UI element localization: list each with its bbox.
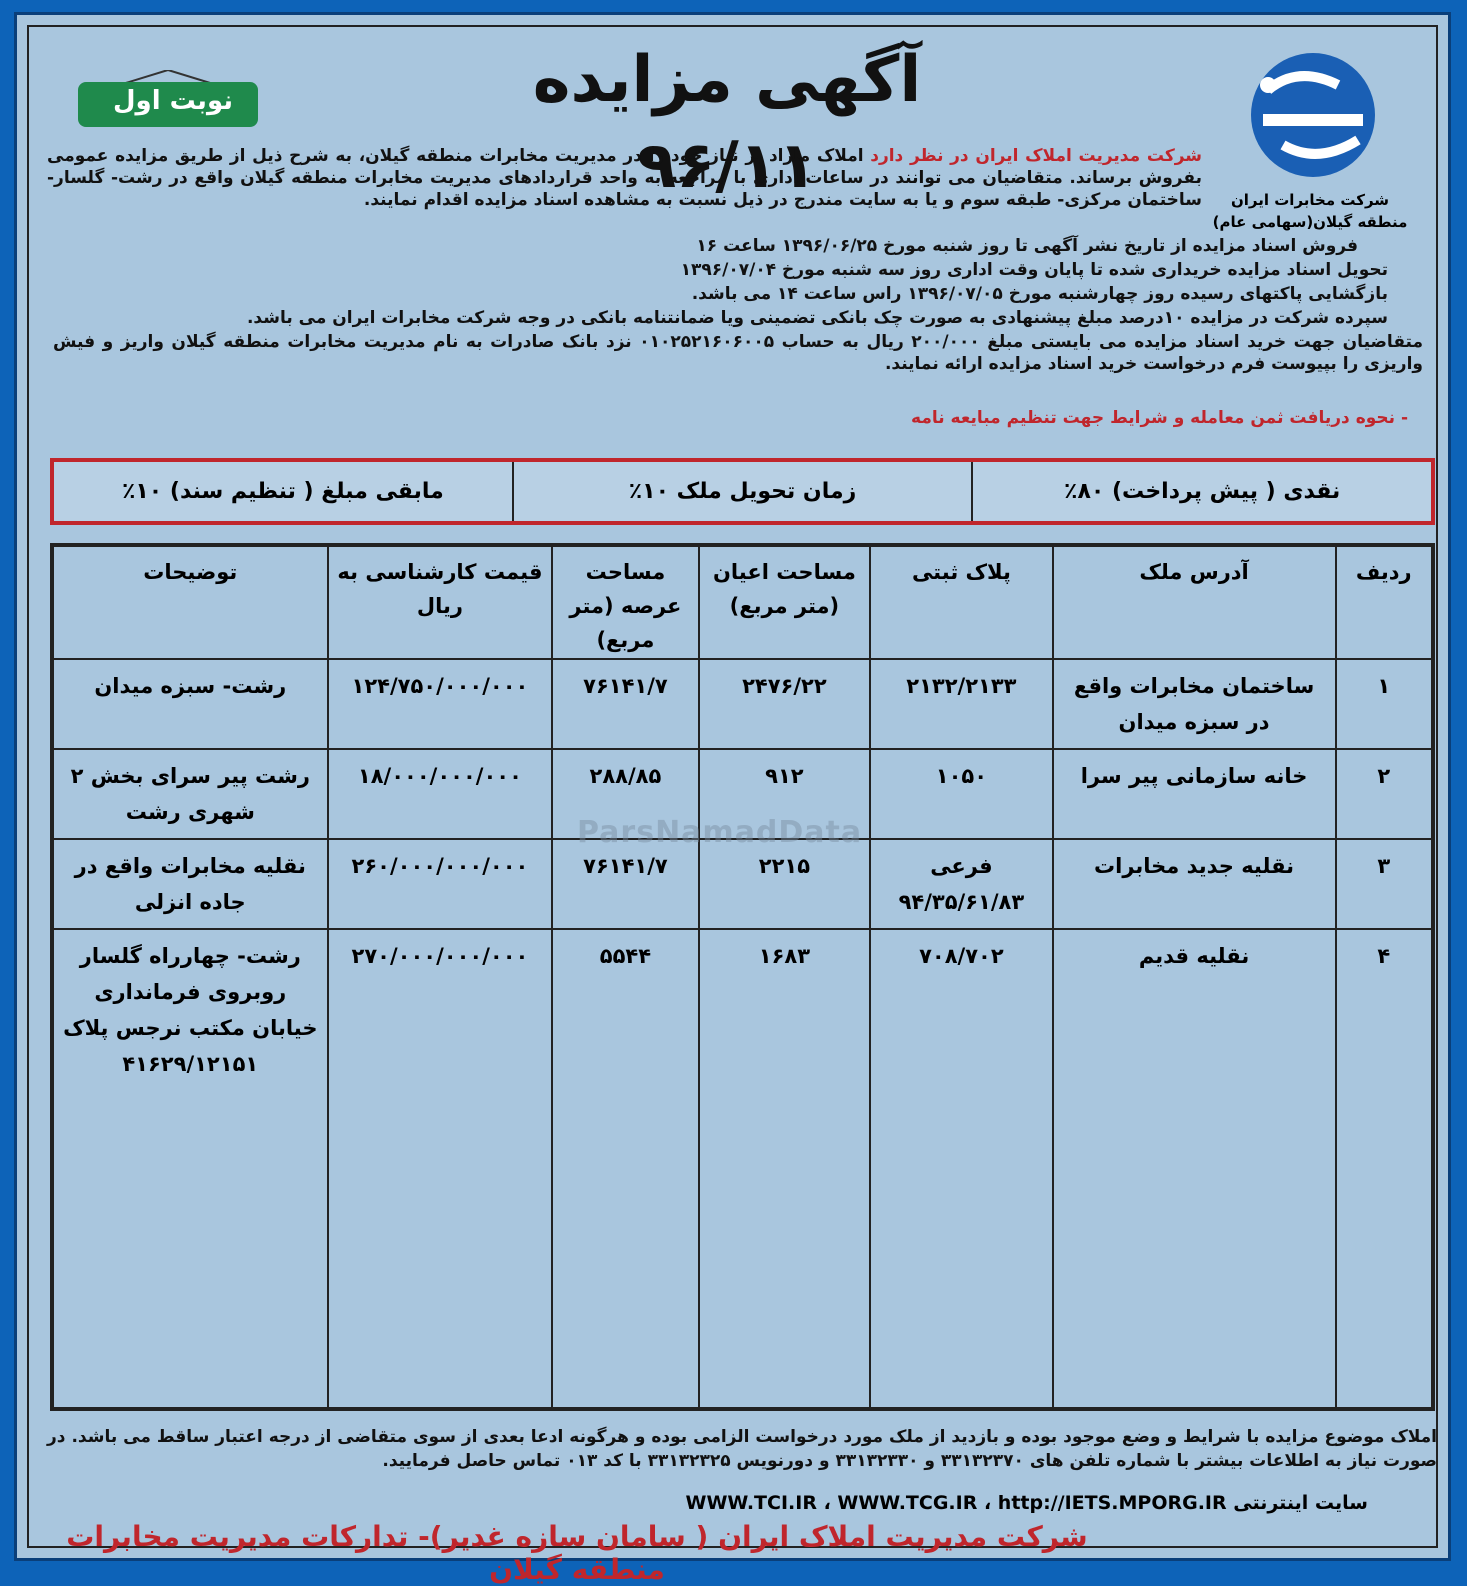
- cell-plaque: فرعی ۹۴/۳۵/۶۱/۸۳: [870, 839, 1052, 929]
- watermark: ParsNamadData: [577, 815, 863, 850]
- payment-terms-heading: - نحوه دریافت ثمن معامله و شرایط جهت تنظیم مبایعه نامه: [911, 408, 1408, 428]
- cell-description: رشت- سبزه میدان: [53, 659, 328, 749]
- intro-red-text: شرکت مدیریت املاک ایران در نظر دارد: [870, 146, 1202, 166]
- col-plaque: پلاک ثبتی: [870, 546, 1052, 659]
- cell-address: ساختمان مخابرات واقع در سبزه میدان: [1053, 659, 1336, 749]
- opening-line: بازگشایی پاکتهای رسیده روز چهارشنبه مورخ ۱۳۹۶/۰۷/۰۵ راس ساعت ۱۴ می باشد.: [691, 284, 1388, 304]
- logo-caption-line1: شرکت مخابرات ایران: [1230, 191, 1390, 209]
- terms-cash: نقدی ( پیش پرداخت) ۸۰٪: [971, 462, 1431, 521]
- payment-terms-box: [50, 458, 1435, 525]
- col-description: توضیحات: [53, 546, 328, 659]
- intro-paragraph: [47, 145, 1202, 211]
- table-header-row: [53, 546, 1432, 659]
- cell-address: نقلیه جدید مخابرات: [1053, 839, 1336, 929]
- terms-delivery: زمان تحویل ملک ۱۰٪: [512, 462, 972, 521]
- ad-frame: [14, 12, 1451, 1586]
- col-price: قیمت کارشناسی به ریال: [328, 546, 553, 659]
- cell-description: رشت- چهارراه گلسار روبروی فرمانداری خیابان مکتب نرجس پلاک ۴۱۶۲۹/۱۲۱۵۱: [53, 929, 328, 1408]
- cell-description: رشت پیر سرای بخش ۲ شهری رشت: [53, 749, 328, 839]
- cell-building-area: ۲۲۱۵: [699, 839, 871, 929]
- cell-row-number: ۲: [1336, 749, 1432, 839]
- round-tag: نوبت اول: [112, 86, 234, 116]
- payment-line: متقاضیان جهت خرید اسناد مزایده می بایستی مبلغ ۲۰۰/۰۰۰ ریال به حساب ۰۱۰۲۵۲۱۶۰۶۰۰۵ نزد بانک صادرات به نام مدیریت مخابرات منطقه گیلان واریز و فیش واریزی را بپیوست فرم درخواست خرید اسناد مزایده ارائه نمایند.: [53, 332, 1424, 374]
- cell-price: ۱۲۴/۷۵۰/۰۰۰/۰۰۰: [328, 659, 553, 749]
- cell-price: ۲۷۰/۰۰۰/۰۰۰/۰۰۰: [328, 929, 553, 1408]
- col-land-area: مساحت عرصه (متر مربع): [552, 546, 698, 659]
- col-building-area: مساحت اعیان (متر مربع): [699, 546, 871, 659]
- footer-organization: شرکت مدیریت املاک ایران ( سامان سازه غدیر)- تدارکات مدیریت مخابرات منطقه گیلان: [66, 1520, 1088, 1586]
- terms-remaining: مابقی مبلغ ( تنظیم سند) ۱۰٪: [121, 479, 444, 504]
- cell-address: نقلیه قدیم: [1053, 929, 1336, 1408]
- cell-land-area: ۷۶۱۴۱/۷: [552, 659, 698, 749]
- table-row: [53, 929, 1432, 1408]
- col-row-number: ردیف: [1336, 546, 1432, 659]
- sale-line: فروش اسناد مزایده از تاریخ نشر آگهی تا روز شنبه مورخ ۱۳۹۶/۰۶/۲۵ ساعت ۱۶: [696, 236, 1358, 256]
- deposit-line: سپرده شرکت در مزایده ۱۰درصد مبلغ پیشنهادی به صورت چک بانکی تضمینی ویا ضمانتنامه بانکی در وجه شرکت مخابرات ایران می باشد.: [246, 308, 1388, 328]
- cell-building-area: ۹۱۲: [699, 749, 871, 839]
- footer-paragraph: املاک موضوع مزایده با شرایط و وضع موجود بوده و بازدید از ملک مورد درخواست الزامی بوده و هرگونه ادعا بعدی از سوی متقاضی از درجه اعتبار ساقط می باشد. در صورت نیاز به اطلاعات بیشتر با شماره تلفن های ۳۳۱۳۲۳۷۰ و ۳۳۱۳۲۳۳۰ و دورنویس ۳۳۱۳۲۳۲۵ با کد ۰۱۳ تماس حاصل فرمایید.: [47, 1427, 1437, 1471]
- col-address: آدرس ملک: [1053, 546, 1336, 659]
- table-row: [53, 839, 1432, 929]
- cell-plaque: ۷۰۸/۷۰۲: [870, 929, 1052, 1408]
- cell-row-number: ۱: [1336, 659, 1432, 749]
- cell-price: ۱۸/۰۰۰/۰۰۰/۰۰۰: [328, 749, 553, 839]
- ad-title: آگهی مزایده ۹۶/۱۱: [532, 43, 922, 203]
- table-row: [53, 659, 1432, 749]
- property-table: [50, 543, 1435, 1411]
- cell-building-area: ۲۴۷۶/۲۲: [699, 659, 871, 749]
- cell-description: نقلیه مخابرات واقع در جاده انزلی: [53, 839, 328, 929]
- cell-plaque: ۱۰۵۰: [870, 749, 1052, 839]
- logo-caption-line2: منطقه گیلان(سهامی عام): [1212, 213, 1408, 231]
- cell-building-area: ۱۶۸۳: [699, 929, 871, 1408]
- cell-row-number: ۴: [1336, 929, 1432, 1408]
- logo-caption: [1210, 189, 1410, 233]
- cell-land-area: ۷۶۱۴۱/۷: [552, 839, 698, 929]
- cell-address: خانه سازمانی پیر سرا: [1053, 749, 1336, 839]
- tci-logo-icon: [1238, 45, 1388, 185]
- cell-plaque: ۲۱۳۲/۲۱۳۳: [870, 659, 1052, 749]
- cell-land-area: ۵۵۴۴: [552, 929, 698, 1408]
- cell-land-area: ۲۸۸/۸۵: [552, 749, 698, 839]
- footer-sites: سایت اینترنتی WWW.TCI.IR ، WWW.TCG.IR ، http://IETS.MPORG.IR: [685, 1492, 1368, 1514]
- cell-row-number: ۳: [1336, 839, 1432, 929]
- delivery-line: تحویل اسناد مزایده خریداری شده تا پایان وقت اداری روز سه شنبه مورخ ۱۳۹۶/۰۷/۰۴: [680, 260, 1388, 280]
- intro-text: املاک مازاد بر نیاز خود را در مدیریت مخابرات منطقه گیلان، به شرح ذیل از طریق مزایده عمومی بفروش برساند. متقاضیان می توانند در ساعات اداری با مراجعه به واحد قراردادهای مدیریت مخابرات منطقه گیلان واقع در رشت- گلسار- ساختمان مرکزی- طبقه سوم و یا به سایت مندرج در ذیل نسبت به مشاهده اسناد مزایده اقدام نمایند.: [47, 146, 1202, 210]
- cell-price: ۲۶۰/۰۰۰/۰۰۰/۰۰۰: [328, 839, 553, 929]
